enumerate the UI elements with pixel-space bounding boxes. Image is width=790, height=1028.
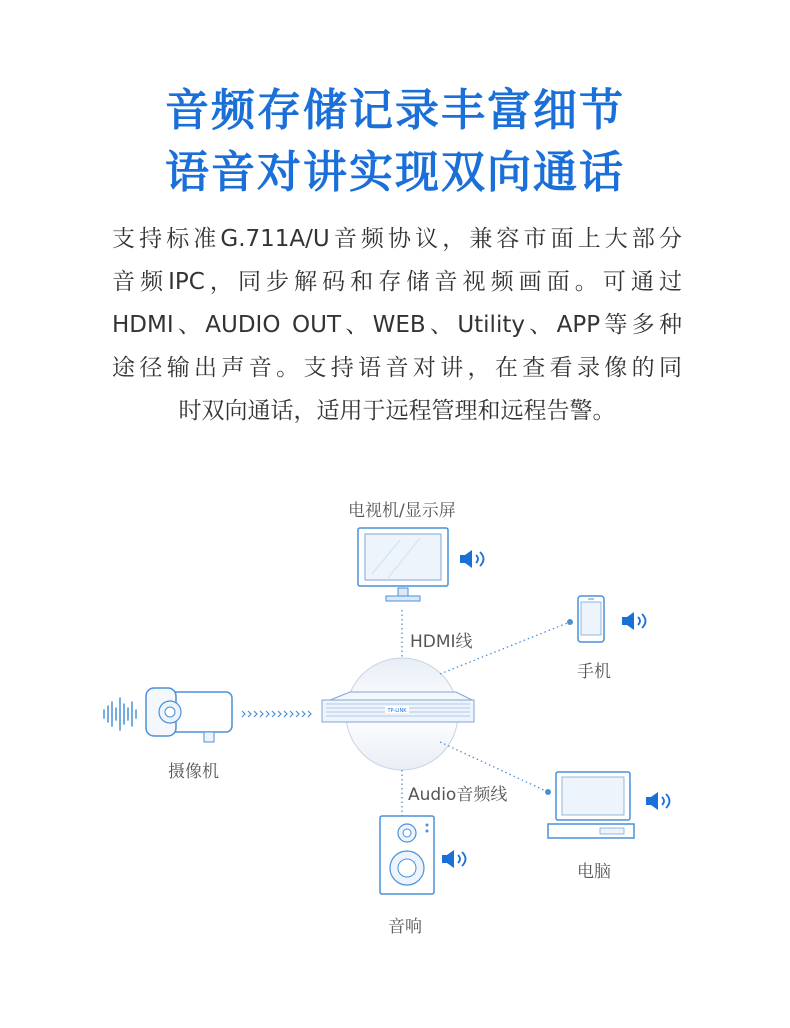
pc-dot (545, 789, 551, 795)
tv-icon (358, 528, 448, 601)
phone-volume-icon (622, 612, 646, 630)
phone-dot (567, 619, 573, 625)
nvr-brand: TP-LINK (387, 708, 407, 714)
pc-icon (548, 772, 634, 838)
camera-icon (146, 688, 232, 742)
title-line-1: 音频存储记录丰富细节 (165, 85, 625, 136)
speaker-volume-icon (442, 850, 466, 868)
description-line-4: 途径输出声音。支持语音对讲，在查看录像的同 (112, 355, 682, 381)
description (112, 218, 682, 433)
tv-label: 电视机/显示屏 (348, 501, 456, 521)
pc-label: 电脑 (577, 862, 611, 882)
description-line-5: 时双向通话，适用于远程管理和远程告警。 (178, 398, 616, 424)
audio-cable-label: Audio音频线 (408, 785, 508, 805)
description-line-2: 音频IPC，同步解码和存储音视频画面。可通过 (112, 269, 682, 295)
phone-icon (578, 596, 604, 642)
tv-volume-icon (460, 550, 484, 568)
connection-diagram (0, 470, 790, 950)
speaker-icon (380, 816, 434, 894)
camera-label: 摄像机 (168, 762, 219, 782)
nvr-device (322, 692, 474, 722)
sound-wave-icon (104, 698, 136, 730)
description-line-1: 支持标准G.711A/U音频协议，兼容市面上大部分 (112, 226, 682, 252)
description-line-3: HDMI、AUDIO OUT、WEB、Utility、APP等多种 (112, 312, 682, 338)
title-line-2: 语音对讲实现双向通话 (165, 147, 625, 198)
camera-stream-arrows (242, 711, 311, 717)
hdmi-cable-label: HDMI线 (410, 632, 473, 652)
phone-label: 手机 (577, 662, 611, 682)
speaker-label: 音响 (388, 917, 422, 937)
pc-volume-icon (646, 792, 670, 810)
